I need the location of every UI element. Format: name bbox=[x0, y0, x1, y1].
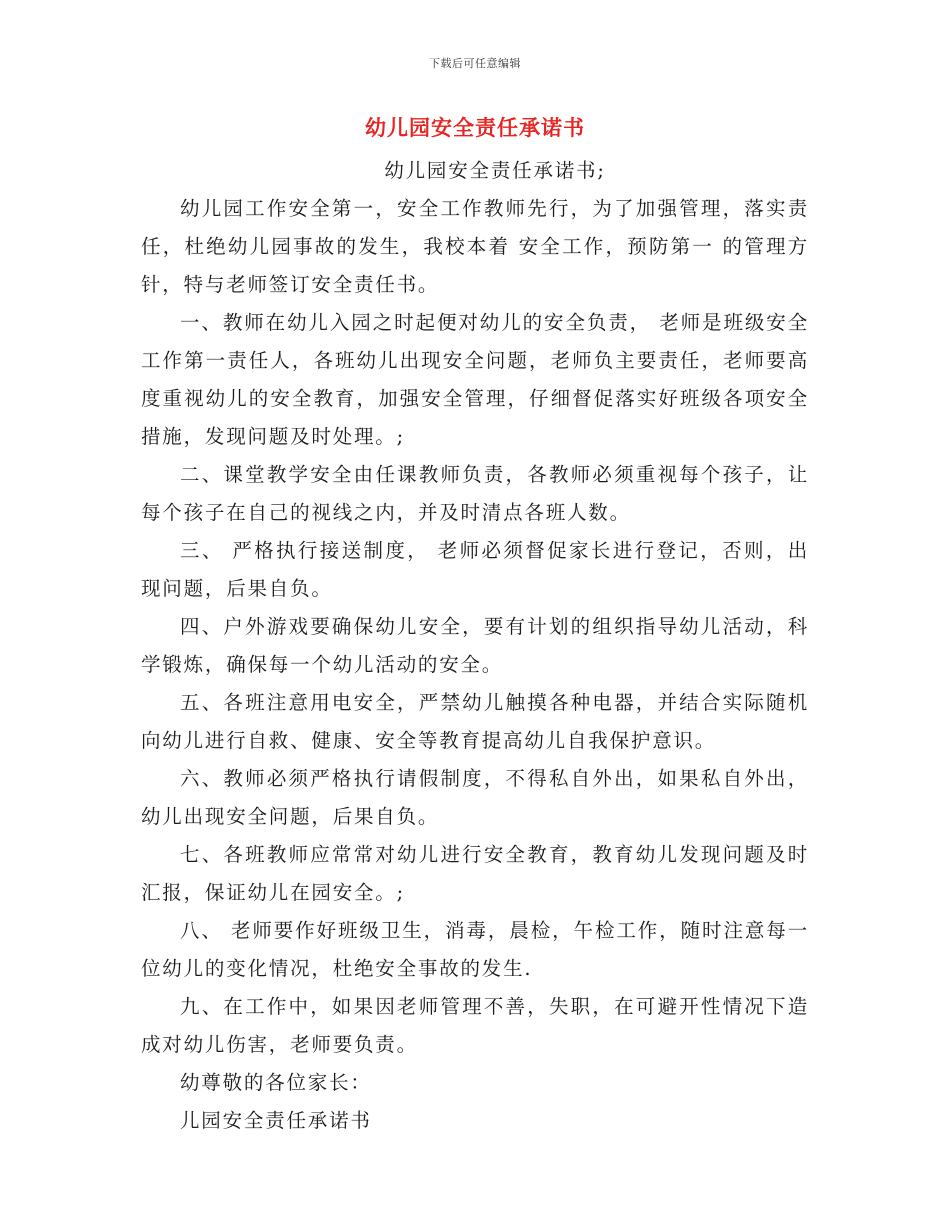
clause-3: 三、 严格执行接送制度， 老师必须督促家长进行登记，否则，出现问题，后果自负。 bbox=[141, 539, 809, 600]
clause-9: 九、在工作中，如果因老师管理不善，失职，在可避开性情况下造成对幼儿伤害，老师要负责。 bbox=[141, 995, 809, 1056]
document-title: 幼儿园安全责任承诺书 bbox=[365, 115, 585, 140]
closing-line: 儿园安全责任承诺书 bbox=[180, 1109, 372, 1132]
header-note: 下载后可任意编辑 bbox=[429, 57, 521, 70]
clause-5: 五、各班注意用电安全，严禁幼儿触摸各种电器，并结合实际随机向幼儿进行自救、健康、安全等教育提高幼儿自我保护意识。 bbox=[141, 691, 809, 752]
greeting-line: 幼尊敬的各位家长： bbox=[180, 1071, 372, 1094]
document-body bbox=[141, 152, 809, 1140]
clause-4: 四、户外游戏要确保幼儿安全，要有计划的组织指导幼儿活动，科学锻炼，确保每一个幼儿活动的安全。 bbox=[141, 615, 809, 676]
clause-6: 六、教师必须严格执行请假制度，不得私自外出，如果私自外出，幼儿出现安全问题，后果自负。 bbox=[141, 767, 809, 828]
document-subtitle: 幼儿园安全责任承诺书; bbox=[384, 159, 606, 182]
clause-7: 七、各班教师应常常对幼儿进行安全教育，教育幼儿发现问题及时汇报，保证幼儿在园安全。; bbox=[141, 843, 809, 904]
clause-2: 二、课堂教学安全由任课教师负责，各教师必须重视每个孩子，让每个孩子在自己的视线之内，并及时清点各班人数。 bbox=[141, 463, 809, 524]
clause-1: 一、教师在幼儿入园之时起便对幼儿的安全负责， 老师是班级安全工作第一责任人，各班幼儿出现安全问题，老师负主要责任，老师要高度重视幼儿的安全教育，加强安全管理，仔细督促落实好班级各项安全措施，发现问题及时处理。; bbox=[141, 311, 809, 448]
clause-8: 八、 老师要作好班级卫生，消毒，晨检，午检工作，随时注意每一位幼儿的变化情况，杜绝安全事故的发生. bbox=[141, 919, 809, 980]
intro-paragraph: 幼儿园工作安全第一，安全工作教师先行，为了加强管理，落实责任，杜绝幼儿园事故的发生，我校本着 安全工作，预防第一 的管理方针，特与老师签订安全责任书。 bbox=[141, 197, 809, 296]
